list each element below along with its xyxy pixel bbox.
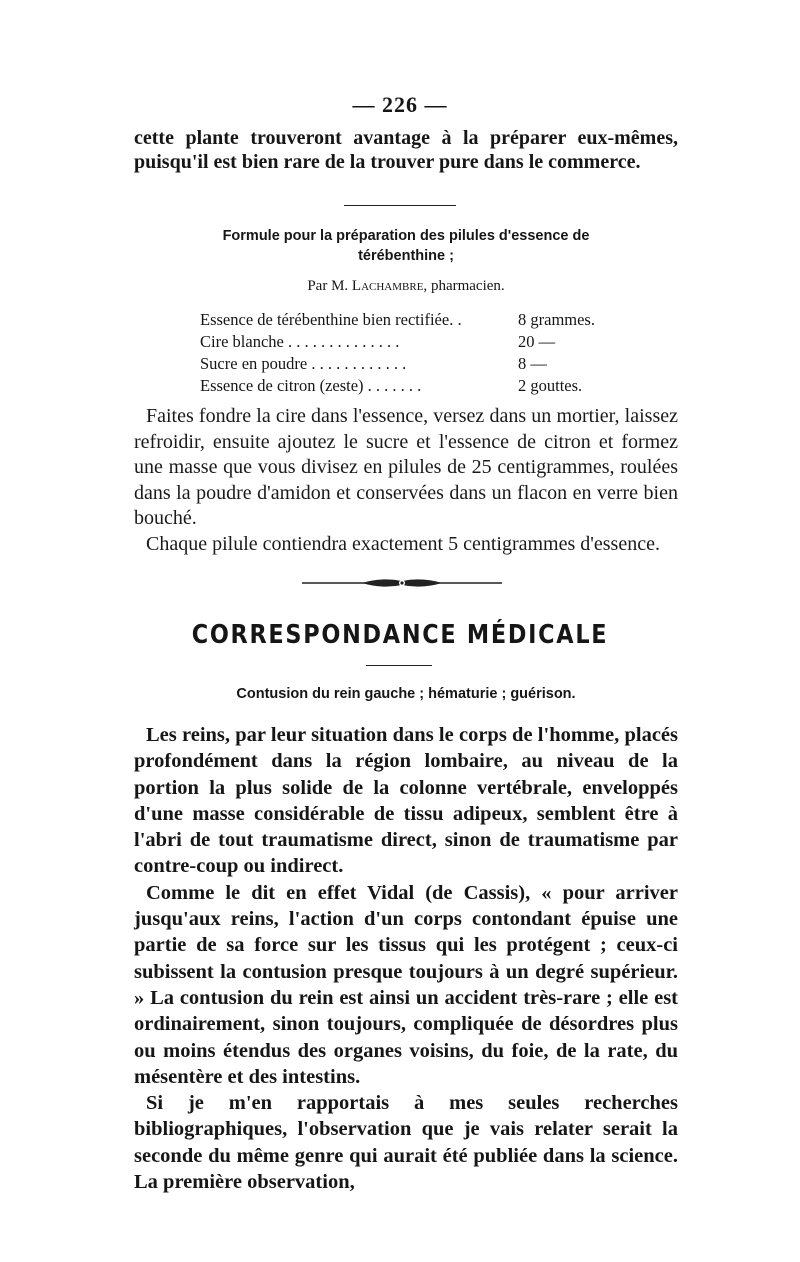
section-subtitle: Contusion du rein gauche ; hématurie ; guérison. [236, 686, 576, 702]
formula-title [134, 226, 678, 266]
byline-prefix: Par M. [307, 278, 349, 294]
ornament-divider [302, 576, 502, 590]
heading-rule [366, 665, 432, 666]
formula-title-line-2: térébenthine ; [358, 248, 454, 264]
ingredient-row [200, 309, 620, 331]
ingredient-quantity: 20 — [518, 332, 556, 351]
ingredient-quantity: 8 grammes. [518, 310, 595, 329]
formula-instructions [134, 404, 678, 557]
ingredient-name: Essence de citron (zeste) . . . . . . . [200, 376, 422, 395]
body-paragraph: Comme le dit en effet Vidal (de Cassis), « pour arriver jusqu'aux reins, l'action d'un corps contondant épuise une partie de sa force sur les tissus qui les protégent ; ceux-ci subissent la contusion presque toujours à un degré supérieur. » La contusion du rein est ainsi un accident très-rare ; elle est ordinairement, sinon toujours, compliquée de désordres plus ou moins étendus des organes voisins, du foie, de la rate, du mésentère et des intestins. [134, 881, 678, 1088]
intro-paragraph: cette plante trouveront avantage à la préparer eux-mêmes, puisqu'il est bien rare de la trouver pure dans le commerce. [134, 127, 678, 173]
formula-byline [134, 278, 678, 295]
ingredient-row [200, 353, 620, 375]
ingredient-quantity: 2 gouttes. [518, 376, 583, 395]
body-paragraph: Si je m'en rapportais à mes seules recherches bibliographiques, l'observation que je vais relater serait la seconde du même genre qui aurait été publiée dans la science. La première observation, [134, 1092, 678, 1194]
ingredient-row [200, 331, 620, 353]
instructions-paragraph: Faites fondre la cire dans l'essence, versez dans un mortier, laissez refroidir, ensuite ajoutez le sucre et l'essence de citron et formez une masse que vous divisez en pilules de 25 centigrammes, roulées dans la poudre d'amidon et conservées dans un flacon en verre bien bouché. [134, 405, 678, 529]
ingredient-name: Essence de térébenthine bien rectifiée. . [200, 310, 462, 329]
ingredient-list [200, 309, 620, 397]
page-number: — 226 — [352, 92, 448, 117]
byline-suffix: pharmacien. [430, 278, 505, 294]
note-paragraph: Chaque pilule contiendra exactement 5 centigrammes d'essence. [146, 532, 660, 555]
section-heading: CORRESPONDANCE MÉDICALE [191, 620, 609, 650]
ingredient-row [200, 375, 620, 397]
ingredient-name: Sucre en poudre . . . . . . . . . . . . [200, 354, 407, 373]
ingredient-name: Cire blanche . . . . . . . . . . . . . . [200, 332, 400, 351]
formula-title-line-1: Formule pour la préparation des pilules d'essence de [222, 228, 590, 244]
separator-rule [344, 205, 456, 206]
byline-author: Lachambre, [351, 278, 428, 294]
article-body [134, 722, 678, 1195]
ingredient-quantity: 8 — [518, 354, 547, 373]
body-paragraph: Les reins, par leur situation dans le corps de l'homme, placés profondément dans la région lombaire, au niveau de la portion la plus solide de la colonne vertébrale, enveloppés d'une masse considérable de tissu adipeux, semblent être à l'abri de tout traumatisme direct, sinon de traumatisme par contre-coup ou indirect. [134, 724, 678, 878]
